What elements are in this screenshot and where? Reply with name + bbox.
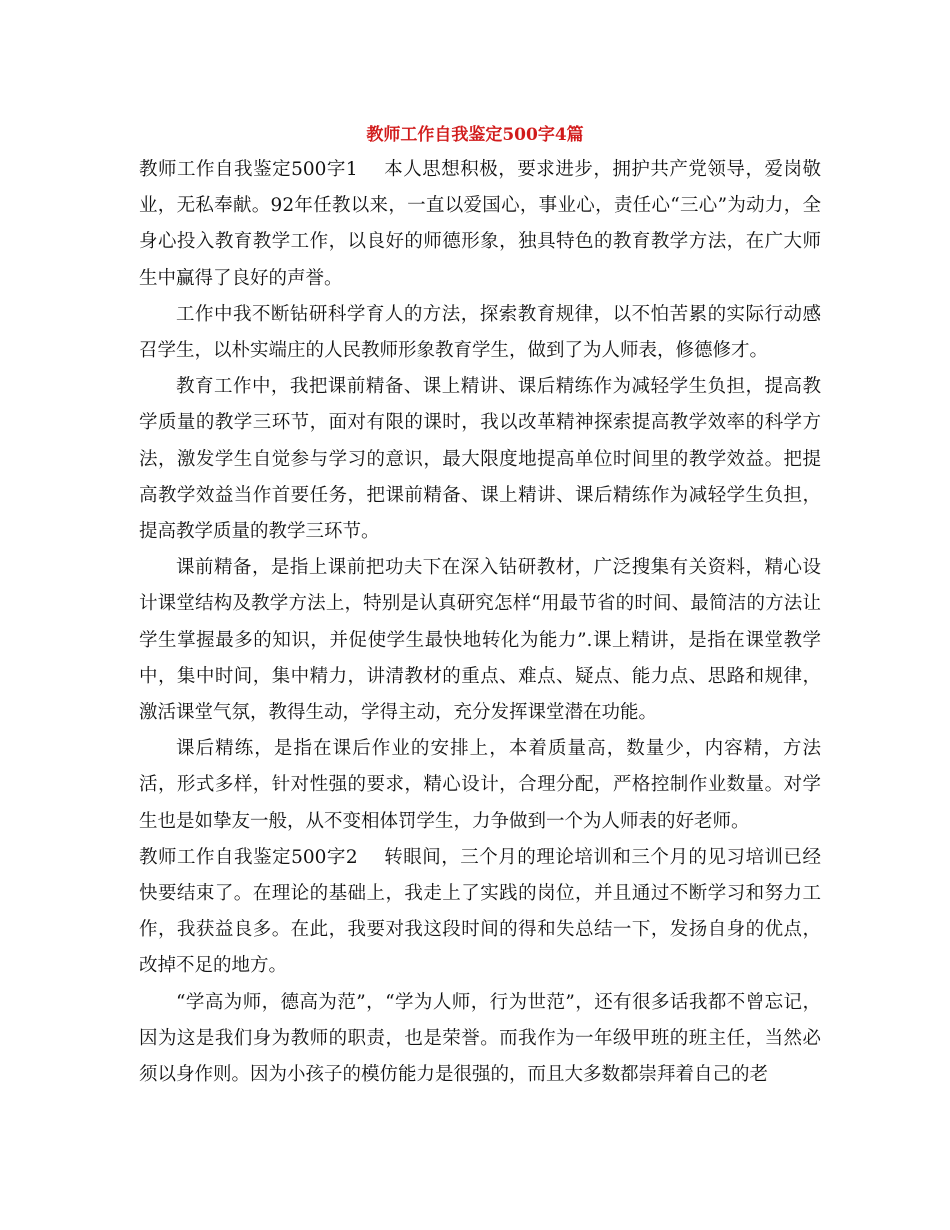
section-1-label: 教师工作自我鉴定500字1 bbox=[139, 159, 358, 180]
section-1-intro bbox=[139, 152, 821, 297]
document-body bbox=[139, 152, 821, 1093]
section-1-paragraph-3: 课前精备，是指上课前把功夫下在深入钻研教材，广泛搜集有关资料，精心设计课堂结构及教学方法上，特别是认真研究怎样“用最节省的时间、最简洁的方法让学生掌握最多的知识，并促使学生最快地转化为能力”.课上精讲，是指在课堂教学中，集中时间，集中精力，讲清教材的重点、难点、疑点、能力点、思路和规律，激活课堂气氛，教得生动，学得主动，充分发挥课堂潜在功能。 bbox=[139, 557, 821, 724]
section-1-paragraph-4: 课后精练，是指在课后作业的安排上，本着质量高，数量少，内容精，方法活，形式多样，针对性强的要求，精心设计，合理分配，严格控制作业数量。对学生也是如挚友一般，从不变相体罚学生，力争做到一个为人师表的好老师。 bbox=[139, 738, 821, 832]
section-1-paragraph-2: 教育工作中，我把课前精备、课上精讲、课后精练作为减轻学生负担，提高教学质量的教学三环节，面对有限的课时，我以改革精神探索提高教学效率的科学方法，激发学生自觉参与学习的意识，最大限度地提高单位时间里的教学效益。把提高教学效益当作首要任务，把课前精备、课上精讲、课后精练作为减轻学生负担，提高教学质量的教学三环节。 bbox=[139, 376, 821, 543]
document-title: 教师工作自我鉴定500字4篇 bbox=[366, 125, 584, 145]
section-1-first-paragraph: 本人思想积极，要求进步，拥护共产党领导，爱岗敬业，无私奉献。92年任教以来，一直以爱国心，事业心，责任心“三心”为动力，全身心投入教育教学工作，以良好的师德形象，独具特色的教育教学方法，在广大师生中赢得了良好的声誉。 bbox=[139, 159, 821, 289]
section-2-paragraph-1: “学高为师，德高为范”，“学为人师，行为世范”，还有很多话我都不曾忘记，因为这是我们身为教师的职责，也是荣誉。而我作为一年级甲班的班主任，当然必须以身作则。因为小孩子的模仿能力是很强的，而且大多数都崇拜着自己的老 bbox=[139, 991, 821, 1086]
section-2-first-paragraph: 转眼间，三个月的理论培训和三个月的见习培训已经快要结束了。在理论的基础上，我走上了实践的岗位，并且通过不断学习和努力工作，我获益良多。在此，我要对我这段时间的得和失总结一下，发扬自身的优点，改掉不足的地方。 bbox=[139, 846, 821, 977]
section-1-paragraph-1: 工作中我不断钻研科学育人的方法，探索教育规律，以不怕苦累的实际行动感召学生，以朴实端庄的人民教师形象教育学生，做到了为人师表，修德修才。 bbox=[139, 303, 821, 362]
section-2-intro bbox=[139, 840, 821, 985]
section-2-label: 教师工作自我鉴定500字2 bbox=[139, 846, 358, 868]
